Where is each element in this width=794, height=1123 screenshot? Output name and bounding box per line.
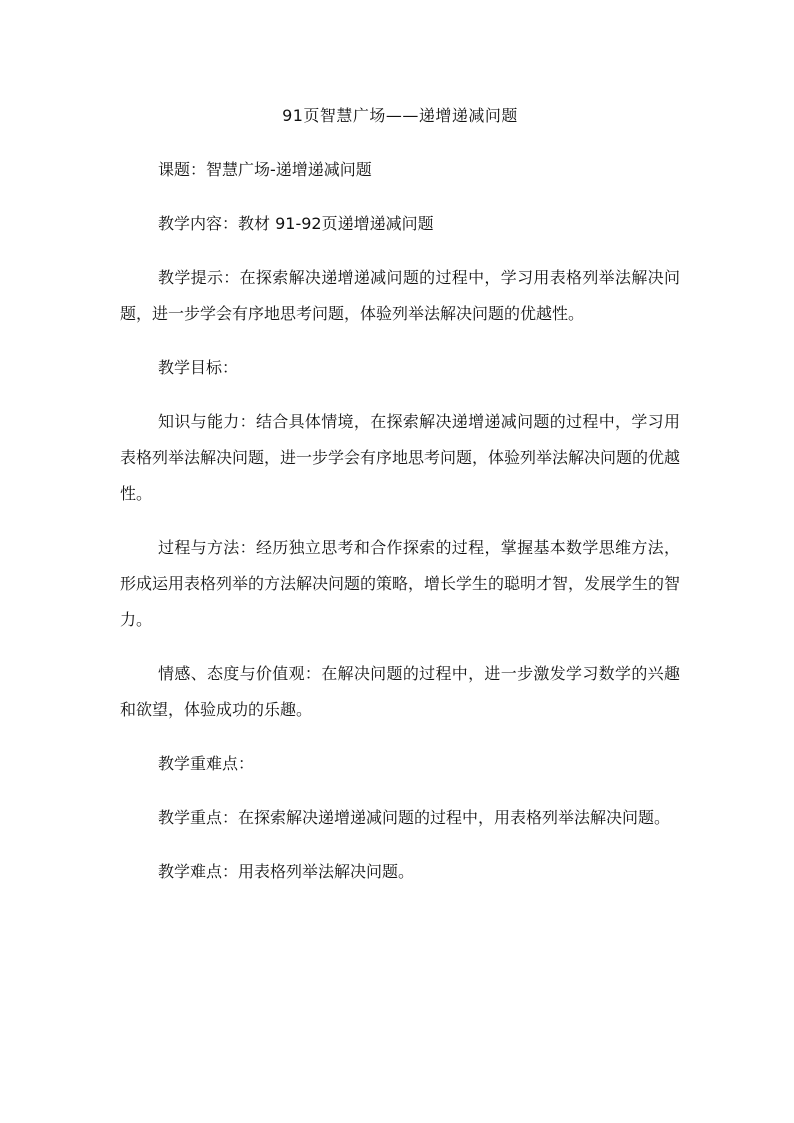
paragraph-label: 教学内容： xyxy=(158,214,239,233)
paragraph-process xyxy=(120,530,680,638)
paragraph-key-point xyxy=(120,800,680,836)
paragraph-label: 教学重点： xyxy=(158,808,239,827)
document-body xyxy=(120,98,680,908)
paragraph-content xyxy=(120,206,680,242)
paragraph-hint xyxy=(120,260,680,332)
paragraph-label: 情感、态度与价值观： xyxy=(158,664,322,683)
paragraph-text: 在解决问题的过程中，进一步激发学习数学的兴趣和欲望，体验成功的乐趣。 xyxy=(120,664,680,719)
paragraph-difficult-point xyxy=(120,854,680,890)
paragraph-label: 过程与方法： xyxy=(158,538,256,557)
paragraph-key-difficult-heading xyxy=(120,746,680,782)
paragraph-text: 智慧广场-递增递减问题 xyxy=(206,160,372,179)
paragraph-label: 教学目标： xyxy=(158,358,239,377)
paragraph-label: 教学提示： xyxy=(158,268,240,287)
paragraph-label: 教学重难点： xyxy=(158,754,255,773)
paragraph-attitude xyxy=(120,656,680,728)
paragraph-text: 结合具体情境，在探索解决递增递减问题的过程中，学习用表格列举法解决问题，进一步学会有序地思考问题，体验列举法解决问题的优越性。 xyxy=(120,412,681,503)
document-title: 91页智慧广场——递增递减问题 xyxy=(282,106,518,125)
paragraph-label: 知识与能力： xyxy=(158,412,256,431)
paragraph-text: 教材 91-92页递增递减问题 xyxy=(238,214,434,233)
paragraph-topic xyxy=(120,152,680,188)
paragraph-label: 课题： xyxy=(158,160,207,179)
paragraph-text: 在探索解决递增递减问题的过程中，学习用表格列举法解决问题，进一步学会有序地思考问题，体验列举法解决问题的优越性。 xyxy=(120,268,680,323)
paragraph-label: 教学难点： xyxy=(158,862,239,881)
paragraph-text: 用表格列举法解决问题。 xyxy=(238,862,415,881)
paragraph-text: 经历独立思考和合作探索的过程，掌握基本数学思维方法，形成运用表格列举的方法解决问题的策略，增长学生的聪明才智，发展学生的智力。 xyxy=(120,538,681,629)
paragraph-text: 在探索解决递增递减问题的过程中，用表格列举法解决问题。 xyxy=(238,808,671,827)
paragraph-knowledge xyxy=(120,404,680,512)
paragraph-goals-heading xyxy=(120,350,680,386)
